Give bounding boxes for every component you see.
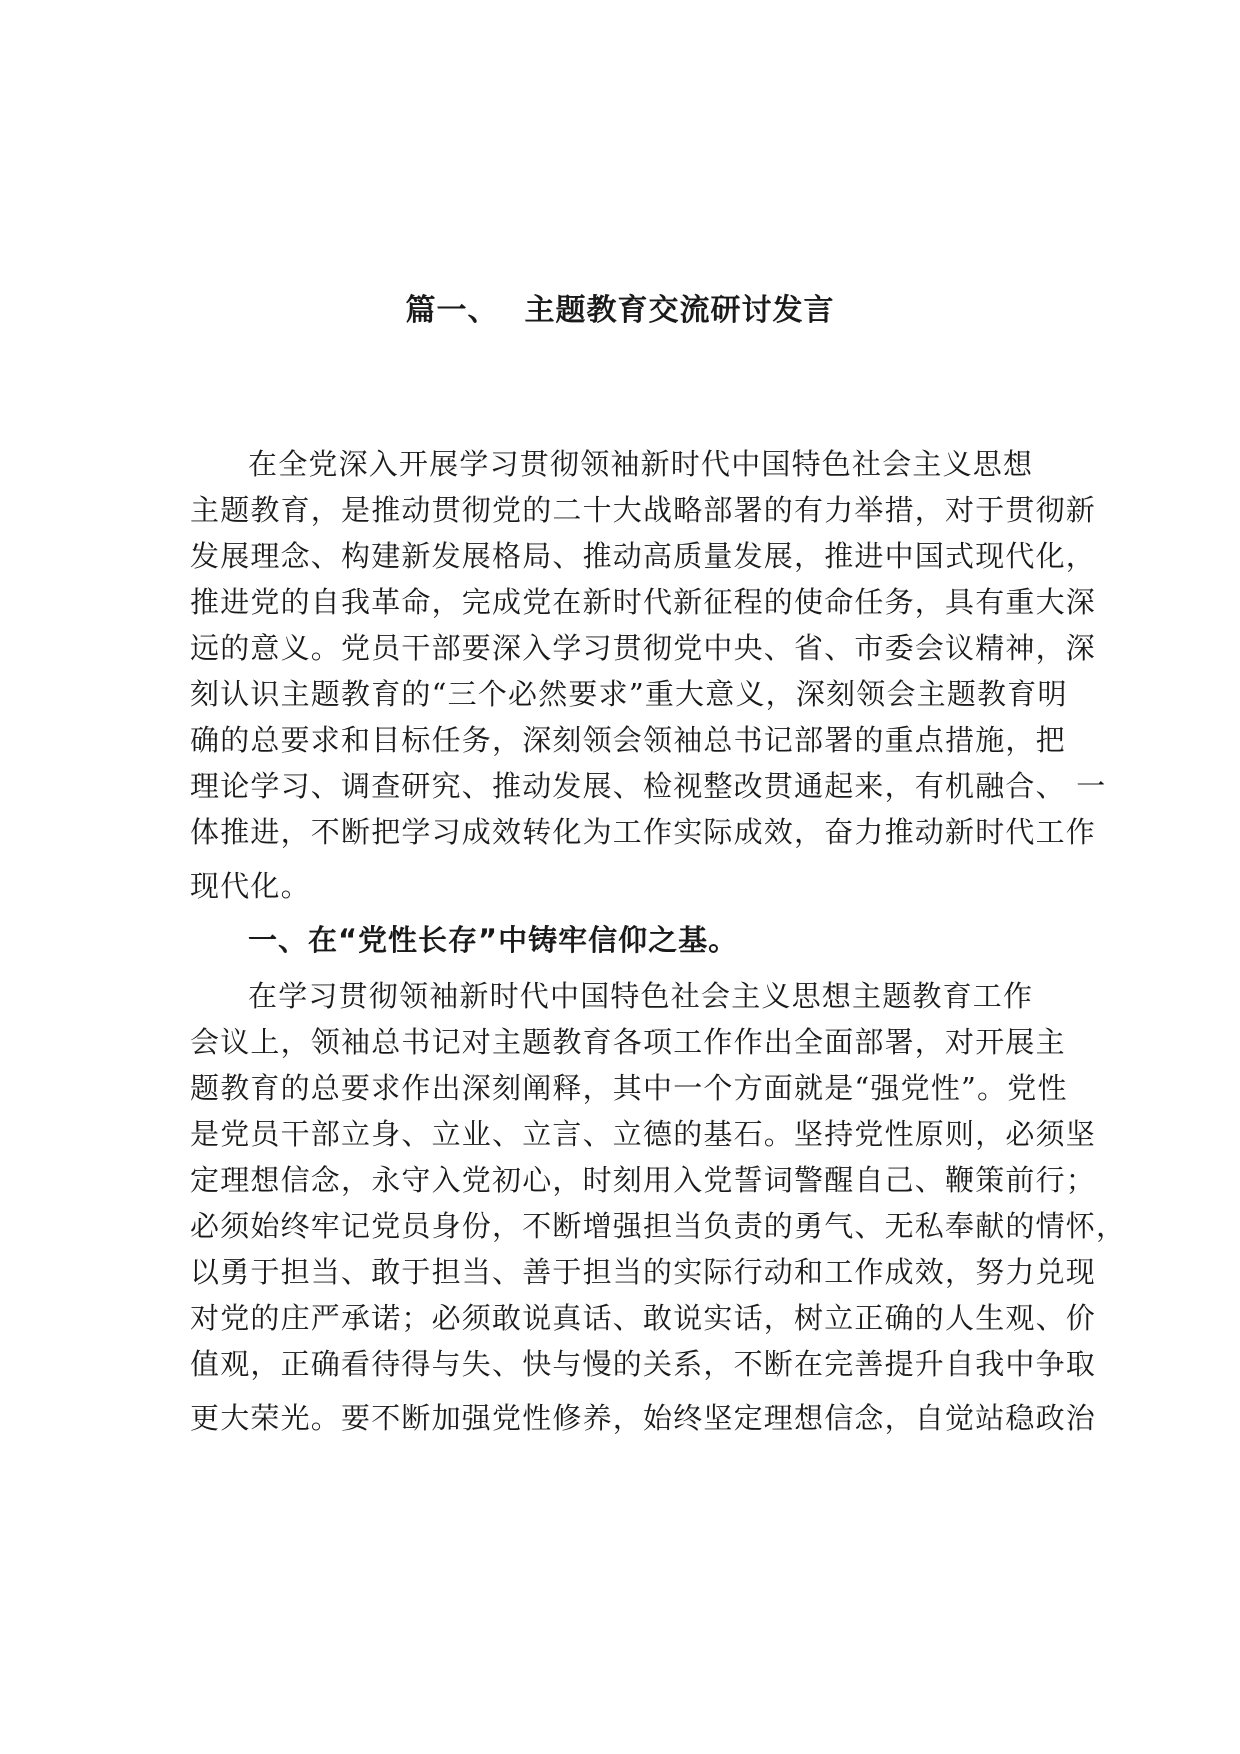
paragraph-line: 值观，正确看待得与失、快与慢的关系，不断在完善提升自我中争取	[190, 1347, 1097, 1381]
paragraph-line: 会议上，领袖总书记对主题教育各项工作作出全面部署，对开展主	[190, 1025, 1066, 1059]
paragraph-line: 必须始终牢记党员身份，不断增强担当负责的勇气、无私奉献的情怀，	[190, 1209, 1127, 1243]
paragraph-line: 发展理念、构建新发展格局、推动高质量发展，推进中国式现代化，	[190, 539, 1097, 573]
paragraph-line: 在学习贯彻领袖新时代中国特色社会主义思想主题教育工作	[248, 979, 1034, 1013]
paragraph-line: 对党的庄严承诺；必须敢说真话、敢说实话，树立正确的人生观、价	[190, 1301, 1097, 1335]
paragraph-line: 理论学习、调查研究、推动发展、检视整改贯通起来，有机融合、 一	[190, 769, 1107, 803]
paragraph-line: 更大荣光。要不断加强党性修养，始终坚定理想信念，自觉站稳政治	[190, 1401, 1097, 1435]
paragraph-line: 刻认识主题教育的“三个必然要求”重大意义，深刻领会主题教育明	[190, 677, 1068, 711]
section-heading: 一、在“党性长存”中铸牢信仰之基。	[248, 923, 739, 957]
paragraph-line: 以勇于担当、敢于担当、善于担当的实际行动和工作成效，努力兑现	[190, 1255, 1097, 1289]
paragraph-line: 定理想信念，永守入党初心，时刻用入党誓词警醒自己、鞭策前行；	[190, 1163, 1097, 1197]
paragraph-line: 是党员干部立身、立业、立言、立德的基石。坚持党性原则，必须坚	[190, 1117, 1097, 1151]
paragraph-line: 体推进，不断把学习成效转化为工作实际成效，奋力推动新时代工作	[190, 815, 1097, 849]
paragraph-line: 推进党的自我革命，完成党在新时代新征程的使命任务，具有重大深	[190, 585, 1097, 619]
paragraph-line: 确的总要求和目标任务，深刻领会领袖总书记部署的重点措施，把	[190, 723, 1066, 757]
paragraph-line: 题教育的总要求作出深刻阐释，其中一个方面就是“强党性”。党性	[190, 1071, 1068, 1105]
paragraph-line: 主题教育，是推动贯彻党的二十大战略部署的有力举措，对于贯彻新	[190, 493, 1097, 527]
paragraph-line: 远的意义。党员干部要深入学习贯彻党中央、省、市委会议精神，深	[190, 631, 1097, 665]
title-prefix: 篇一、	[405, 293, 499, 328]
paragraph-line: 现代化。	[190, 869, 311, 903]
title-main: 主题教育交流研讨发言	[524, 293, 835, 328]
paragraph-line: 在全党深入开展学习贯彻领袖新时代中国特色社会主义思想	[248, 447, 1034, 481]
document-title	[0, 285, 1240, 329]
